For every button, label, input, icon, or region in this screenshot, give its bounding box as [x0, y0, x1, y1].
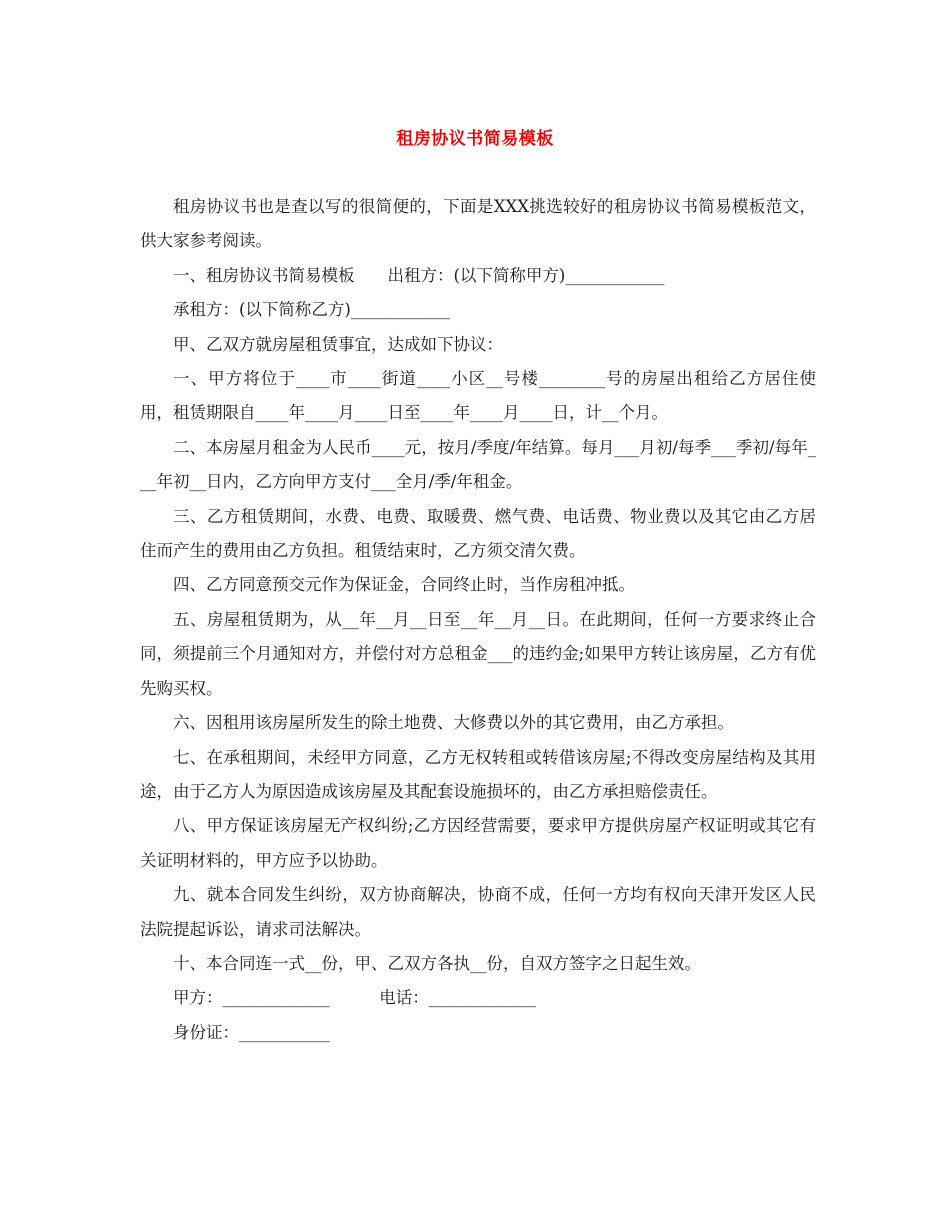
lessor-line: 一、租房协议书简易模板 出租方：(以下简称甲方)____________ [173, 265, 665, 285]
clause-4: 四、乙方同意预交元作为保证金，合同终止时，当作房租冲抵。 [173, 575, 635, 595]
clause-6: 六、因租用该房屋所发生的除土地费、大修费以外的其它费用，由乙方承担。 [173, 713, 734, 733]
document-title: 租房协议书简易模板 [396, 129, 554, 149]
clause-8: 八、甲方保证该房屋无产权纠纷;乙方因经营需要，要求甲方提供房屋产权证明或其它有关证明材料的，甲方应予以协助。 [140, 816, 816, 870]
agreement-preamble: 甲、乙双方就房屋租赁事宜，达成如下协议： [173, 334, 503, 354]
clause-1: 一、甲方将位于____市____街道____小区__号楼________号的房屋出租给乙方居住使用，租赁期限自____年____月____日至____年____月____日，计__个月。 [140, 369, 816, 423]
clause-10: 十、本合同连一式__份，甲、乙双方各执__份，自双方签字之日起生效。 [173, 953, 701, 973]
clause-3: 三、乙方租赁期间，水费、电费、取暖费、燃气费、电话费、物业费以及其它由乙方居住而产生的费用由乙方负担。租赁结束时，乙方须交清欠费。 [140, 506, 816, 561]
clause-2: 二、本房屋月租金为人民币____元，按月/季度/年结算。每月___月初/每季___季初/每年___年初__日内，乙方向甲方支付___全月/季/年租金。 [140, 437, 816, 492]
lessee-line: 承租方：(以下简称乙方)____________ [173, 300, 450, 320]
id-card-line: 身份证：___________ [173, 1022, 330, 1042]
clause-9: 九、就本合同发生纠纷，双方协商解决，协商不成，任何一方均有权向天津开发区人民法院提起诉讼，请求司法解决。 [140, 885, 816, 939]
clause-7: 七、在承租期间，未经甲方同意，乙方无权转租或转借该房屋;不得改变房屋结构及其用途，由于乙方人为原因造成该房屋及其配套设施损坏的，由乙方承担赔偿责任。 [140, 747, 816, 801]
party-a-signature-line: 甲方：_____________ 电话：_____________ [173, 988, 536, 1008]
document-body [140, 190, 816, 1050]
clause-5: 五、房屋租赁期为，从__年__月__日至__年__月__日。在此期间，任何一方要求终止合同，须提前三个月通知对方，并偿付对方总租金___的违约金;如果甲方转让该房屋，乙方有优先购买权。 [140, 609, 816, 698]
intro-paragraph: 租房协议书也是查以写的很简便的，下面是XXX挑选较好的租房协议书简易模板范文，供大家参考阅读。 [140, 197, 816, 251]
